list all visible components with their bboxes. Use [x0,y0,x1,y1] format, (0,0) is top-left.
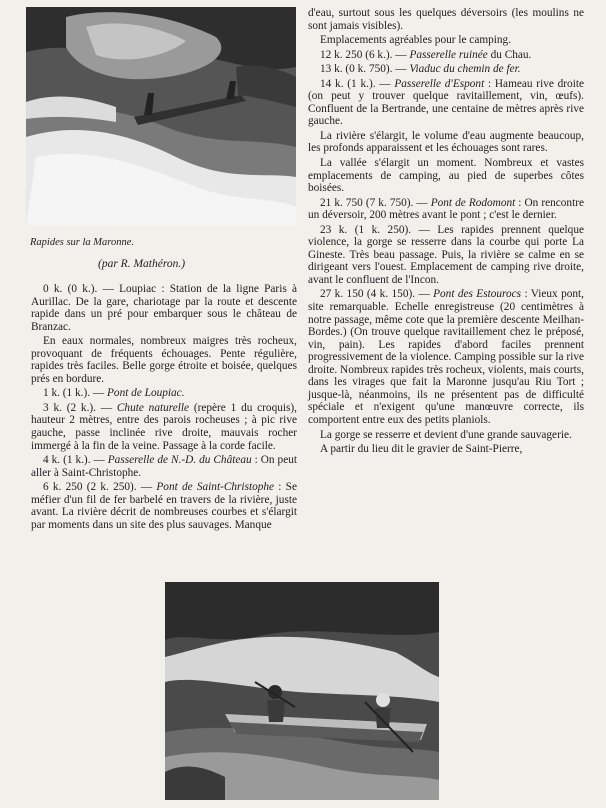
paragraph: 14 k. (1 k.). — Passerelle d'Espont : Hameau rive droite (on peut y trouver quelque ravitaillement, vin, œufs). Confluent de la Bertrande, une centaine de mètres après rive gauche. [308,77,584,128]
paragraph: La gorge se resserre et devient d'une grande sauvagerie. [320,428,572,441]
photo-rapids-maronne [26,7,296,225]
photo-canoe-paddlers [165,582,439,800]
paragraph: 13 k. (0 k. 750). — Viaduc du chemin de fer. [320,63,521,76]
paragraph: 1 k. (1 k.). — Pont de Loupiac. [43,387,185,400]
paragraph: d'eau, surtout sous les quelques déversoirs (les moulins ne sont jamais visibles). [308,7,584,32]
left-text-column [31,283,297,533]
paragraph: La vallée s'élargit un moment. Nombreux et vastes emplacements de camping, au pied de superbes côtes boisées. [308,157,584,195]
paragraph: A partir du lieu dit le gravier de Saint-Pierre, [320,443,523,456]
paragraph: 12 k. 250 (6 k.). — Passerelle ruinée du Chau. [320,48,532,61]
paragraph: 6 k. 250 (2 k. 250). — Pont de Saint-Christophe : Se méfier d'un fil de fer barbelé en travers de la rivière, juste avant. La rivière décrit de nombreuses courbes et s'élargit par moments dans un site des plus sauvages. Manque [31,481,297,531]
paragraph: 3 k. (2 k.). — Chute naturelle (repère 1 du croquis), hauteur 2 mètres, entre des parois rocheuses ; à pic rive gauche, passe inclinée rive droite, mauvais rocher immergé à la fin de la veine. Passage à la corde facile. [31,401,298,452]
paragraph: 23 k. (1 k. 250). — Les rapides prennent quelque violence, la gorge se resserre dans la courbe qui porte La Gineste. Très beau passage. Puis, la rivière se calme en se dirigeant vers l'ouest. Emplacement de camping rive droite, avant le confluent de l'Incon. [308,223,584,286]
paragraph: La rivière s'élargit, le volume d'eau augmente beaucoup, les profonds apparaissent et les échouages sont rares. [308,129,584,155]
paragraph: En eaux normales, nombreux maigres très rocheux, provoquant de fréquents échouages. Pente régulière, rapides très faciles. Belle gorge étroite et boisée, quelques prés en bordure. [31,335,297,385]
paragraph: 21 k. 750 (7 k. 750). — Pont de Rodomont : On rencontre un déversoir, 200 mètres avant le pont ; c'est le dernier. [308,196,584,222]
right-text-column [308,7,584,458]
paragraph: 0 k. (0 k.). — Loupiac : Station de la ligne Paris à Aurillac. De la gare, chariotage par la route et descente rapide dans un pré pour embarquer sous le château de Branzac. [31,283,297,333]
paragraph: 4 k. (1 k.). — Passerelle de N.-D. du Château : On peut aller à Saint-Christophe. [31,454,297,479]
photo-credit: (par R. Mathéron.) [98,258,186,270]
paragraph: 27 k. 150 (4 k. 150). — Pont des Estourocs : Vieux pont, site remarquable. Echelle enregistreuse (20 centimètres à notre passage, même cote que la première descente Meilhan-Bordes.) (On trouve quelque ravitaillement chez le préposé, vin, pain). Les rapides d'abord faciles prennent progressivement de la violence. Camping possible sur la rive droite. Nombreux rapides très rocheux, violents, mais courts, dans les virages que fait la Maronne jusqu'au Riu Tort ; jusque-là, néanmoins, ils ne présentent pas de difficulté spéciale et n'exigent qu'une manœuvre correcte, ils comportent entre eux des petits planiols. [308,288,584,426]
paragraph: Emplacements agréables pour le camping. [320,34,512,47]
photo-caption: Rapides sur la Maronne. [30,237,135,248]
